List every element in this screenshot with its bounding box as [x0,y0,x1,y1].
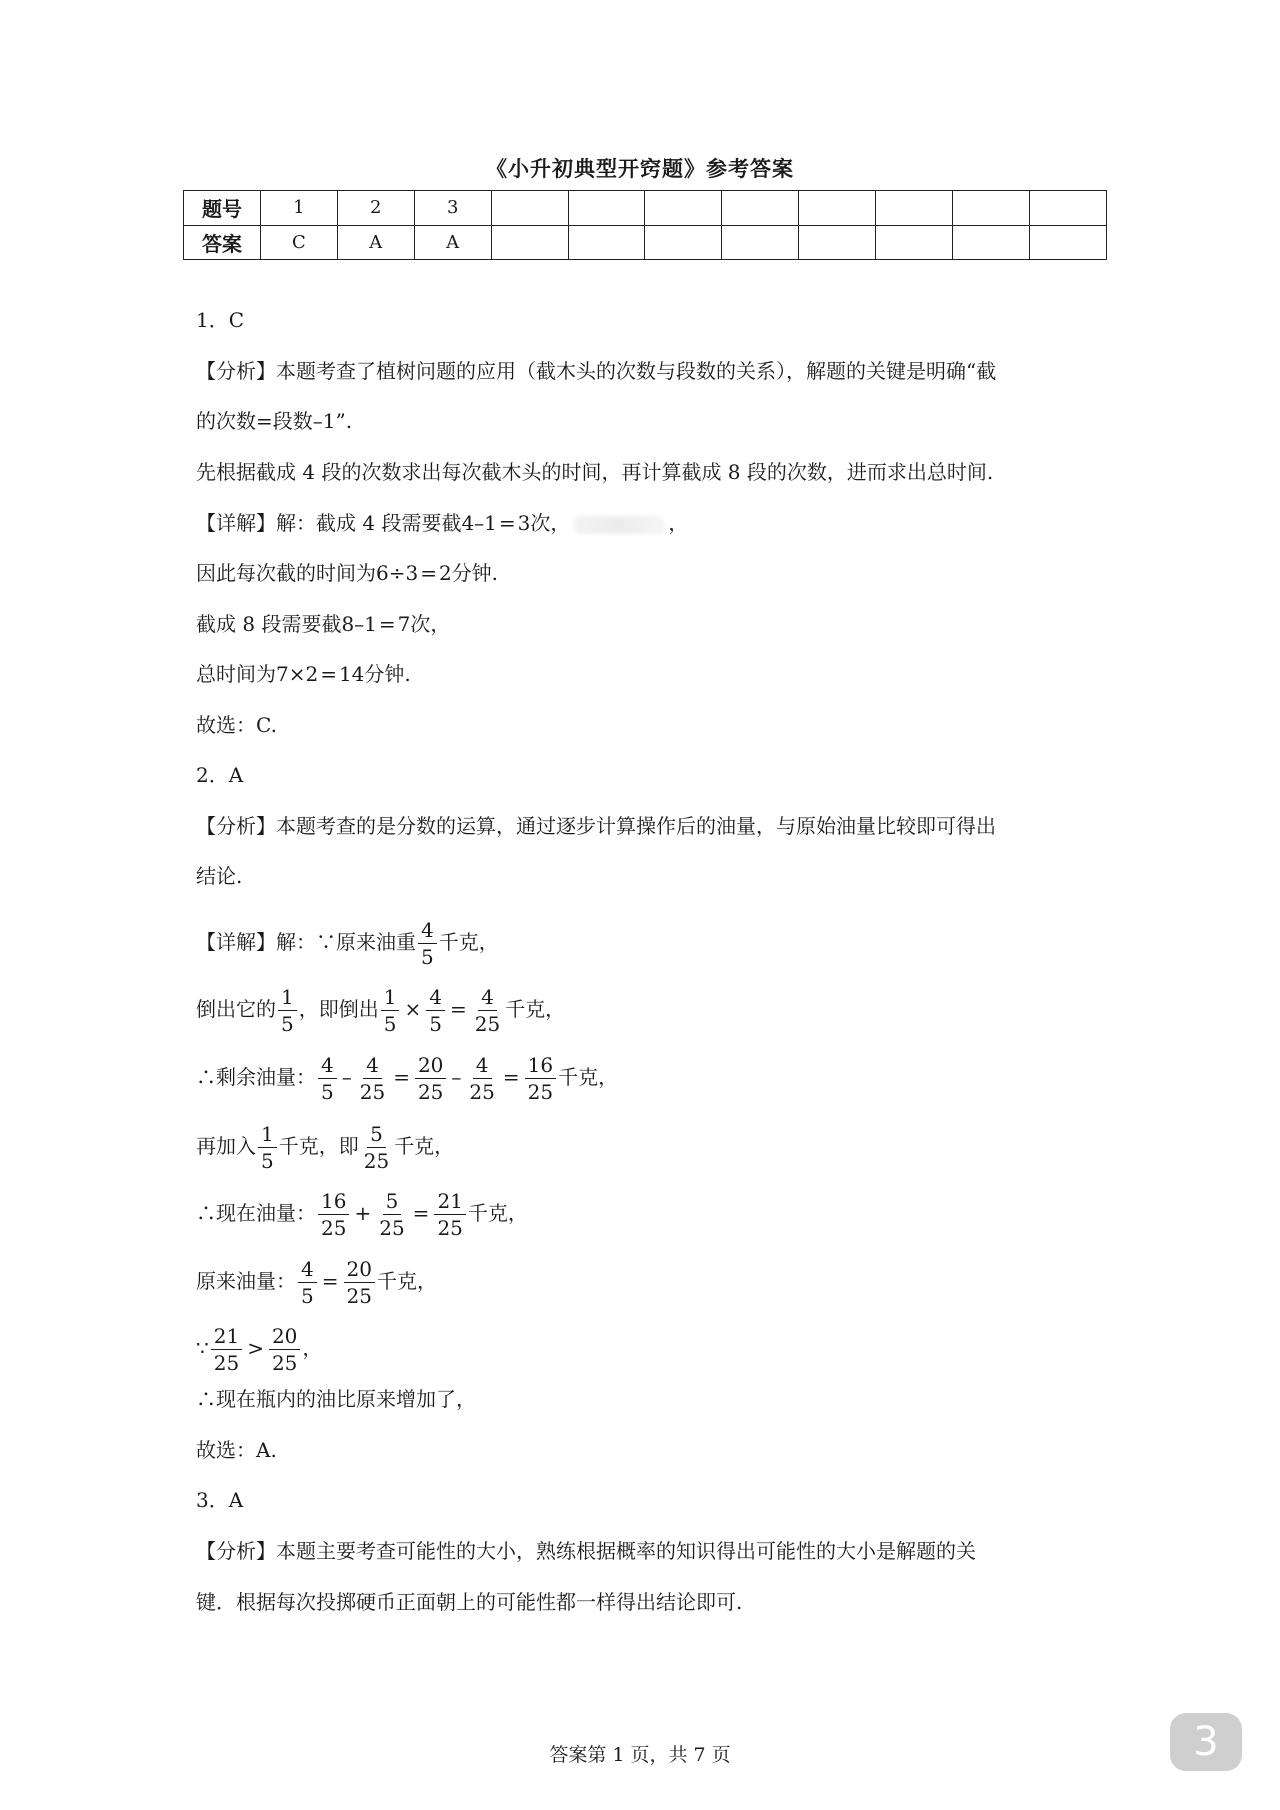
text: 千克， [438,930,499,954]
numerator: 4 [478,987,497,1011]
fraction [466,1055,497,1102]
table-cell: 2 [337,191,414,226]
q3-analysis: 【分析】本题主要考查可能性的大小，熟练根据概率的知识得出可能性的大小是解题的关 [196,1539,976,1563]
numerator: 4 [426,987,445,1011]
denominator: 25 [527,1080,554,1104]
fraction [278,987,297,1034]
text: 分钟. [451,561,499,585]
numerator: 21 [211,1326,242,1350]
q1-analysis-cont: 的次数=段数–1”. [196,409,353,433]
equation: 7×2 = 14 [276,662,365,686]
denominator: 25 [379,1216,405,1240]
fraction [472,987,503,1034]
table-cell: 3 [414,191,491,226]
numerator: 4 [473,1055,492,1079]
text: 千克，即 [278,1134,359,1158]
table-cell [491,225,568,260]
fraction [269,1326,300,1373]
q2-heading: 2．A [196,763,244,787]
page-footer: 答案第 1 页，共 7 页 [549,1744,731,1766]
denominator: 5 [301,1284,314,1308]
q2-detail-6 [196,1259,437,1306]
denominator: 5 [281,1012,294,1036]
denominator: 25 [437,1216,463,1240]
q2-detail-8: ∴现在瓶内的油比原来增加了， [196,1387,476,1411]
table-cell [1029,225,1106,260]
numerator: 20 [344,1259,375,1283]
operator: = [321,1269,339,1293]
table-header-answer: 答案 [184,225,261,260]
numerator: 1 [278,987,297,1011]
denominator: 25 [469,1080,495,1104]
operator: = [393,1065,410,1089]
numerator: 21 [434,1191,465,1215]
operator: – [341,1065,352,1089]
numerator: 20 [415,1055,446,1079]
fraction [381,987,400,1034]
text: 总时间为 [196,662,276,686]
numerator: 5 [383,1191,402,1215]
fraction [357,1055,388,1102]
text: 截成 8 段需要截 [196,612,342,636]
q2-analysis-cont: 结论. [196,864,243,888]
q2-analysis: 【分析】本题考查的是分数的运算，通过逐步计算操作后的油量，与原始油量比较即可得出 [196,814,996,838]
operator: × [404,997,422,1021]
table-cell [568,225,645,260]
equation: 4–1 = 3 [461,511,531,535]
numerator: 16 [525,1055,556,1079]
numerator: 4 [298,1259,317,1283]
text: 再加入 [196,1134,256,1158]
table-cell: C [260,225,337,260]
numerator: 4 [363,1055,382,1079]
q2-detail-4 [196,1124,454,1171]
q3-heading: 3．A [196,1488,244,1512]
table-cell [645,225,722,260]
fraction [298,1259,317,1306]
text: 千克， [467,1201,528,1225]
q3-analysis-cont: 键．根据每次投掷硬币正面朝上的可能性都一样得出结论即可. [196,1590,743,1614]
table-cell: A [414,225,491,260]
denominator: 5 [429,1012,442,1036]
q1-heading: 1．C [196,308,245,332]
fraction [258,1124,277,1171]
answer-table [183,190,1107,260]
operator: = [412,1201,430,1225]
denominator: 25 [359,1080,386,1104]
denominator: 25 [346,1284,372,1308]
equation: 8–1 = 7 [341,612,411,636]
fraction [361,1124,392,1171]
text: ∴剩余油量： [196,1065,316,1089]
q1-analysis-plan: 先根据截成 4 段的次数求出每次截木头的时间，再计算截成 8 段的次数，进而求出总时间. [196,460,994,484]
table-cell [491,191,568,226]
denominator: 25 [417,1080,444,1104]
operator: + [354,1201,372,1225]
table-header-number: 题号 [184,191,261,226]
text: 次， [410,612,451,636]
table-row-numbers [184,191,1107,226]
q1-detail-2 [196,559,498,587]
text: ，即倒出 [298,997,379,1021]
table-cell [799,225,876,260]
q2-detail-2 [196,987,565,1034]
text: ， [668,511,689,535]
blurred-region [574,516,664,534]
q2-detail-1 [196,920,499,967]
denominator: 5 [421,945,434,969]
table-cell [1029,191,1106,226]
text: ， [302,1336,323,1360]
table-cell [953,225,1030,260]
q2-detail-3 [196,1055,618,1102]
text: 千克， [376,1269,437,1293]
operator: = [502,1065,520,1089]
table-cell [568,191,645,226]
q2-detail-7 [196,1326,322,1373]
numerator: 4 [318,1055,337,1079]
text: ∵ [196,1336,209,1360]
fraction [318,1191,349,1238]
text: 次， [530,511,571,535]
q1-analysis: 【分析】本题考查了植树问题的应用（截木头的次数与段数的关系），解题的关键是明确“截 [196,359,997,383]
numerator: 1 [381,987,400,1011]
text: 倒出它的 [196,997,276,1021]
text: 【详解】解：∵原来油重 [196,930,416,954]
denominator: 25 [271,1351,298,1375]
fraction [344,1259,375,1306]
denominator: 25 [474,1012,501,1036]
fraction [426,987,445,1034]
denominator: 5 [321,1080,334,1104]
numerator: 4 [418,920,437,944]
q1-detail-4 [196,660,411,688]
fraction [211,1326,242,1373]
fraction [434,1191,465,1238]
text: 千克， [505,997,566,1021]
denominator: 25 [213,1351,240,1375]
table-cell: A [337,225,414,260]
text: ∴现在油量： [196,1201,316,1225]
text: 千克， [394,1134,455,1158]
fraction [525,1055,556,1102]
text: 【详解】解：截成 4 段需要截 [196,511,462,535]
table-cell [953,191,1030,226]
table-cell [645,191,722,226]
text: 千克， [558,1065,619,1089]
equation: 6÷3 = 2 [376,561,452,585]
page-title: 《小升初典型开窍题》参考答案 [486,157,794,181]
fraction [318,1055,337,1102]
table-cell [799,191,876,226]
numerator: 1 [258,1124,277,1148]
q1-detail-1 [196,509,688,537]
text: 分钟. [364,662,411,686]
page-number-badge: 3 [1170,1713,1242,1771]
q2-choice: 故选：A. [196,1438,277,1462]
table-cell: 1 [260,191,337,226]
fraction [415,1055,446,1102]
denominator: 25 [321,1216,347,1240]
denominator: 5 [383,1012,397,1036]
text: 因此每次截的时间为 [196,561,376,585]
numerator: 16 [318,1191,349,1215]
text: 原来油量： [196,1269,296,1293]
table-row-answers [184,225,1107,260]
table-cell [876,191,953,226]
numerator: 20 [269,1326,300,1350]
q1-detail-3 [196,610,450,638]
fraction [376,1191,407,1238]
table-cell [722,225,799,260]
q2-detail-5 [196,1191,528,1238]
operator: > [247,1336,264,1360]
fraction [418,920,437,967]
table-cell [722,191,799,226]
denominator: 25 [363,1149,390,1173]
q1-choice: 故选：C. [196,713,277,737]
operator: = [449,997,467,1021]
denominator: 5 [261,1149,274,1173]
table-cell [876,225,953,260]
operator: – [451,1065,462,1089]
numerator: 5 [367,1124,386,1148]
